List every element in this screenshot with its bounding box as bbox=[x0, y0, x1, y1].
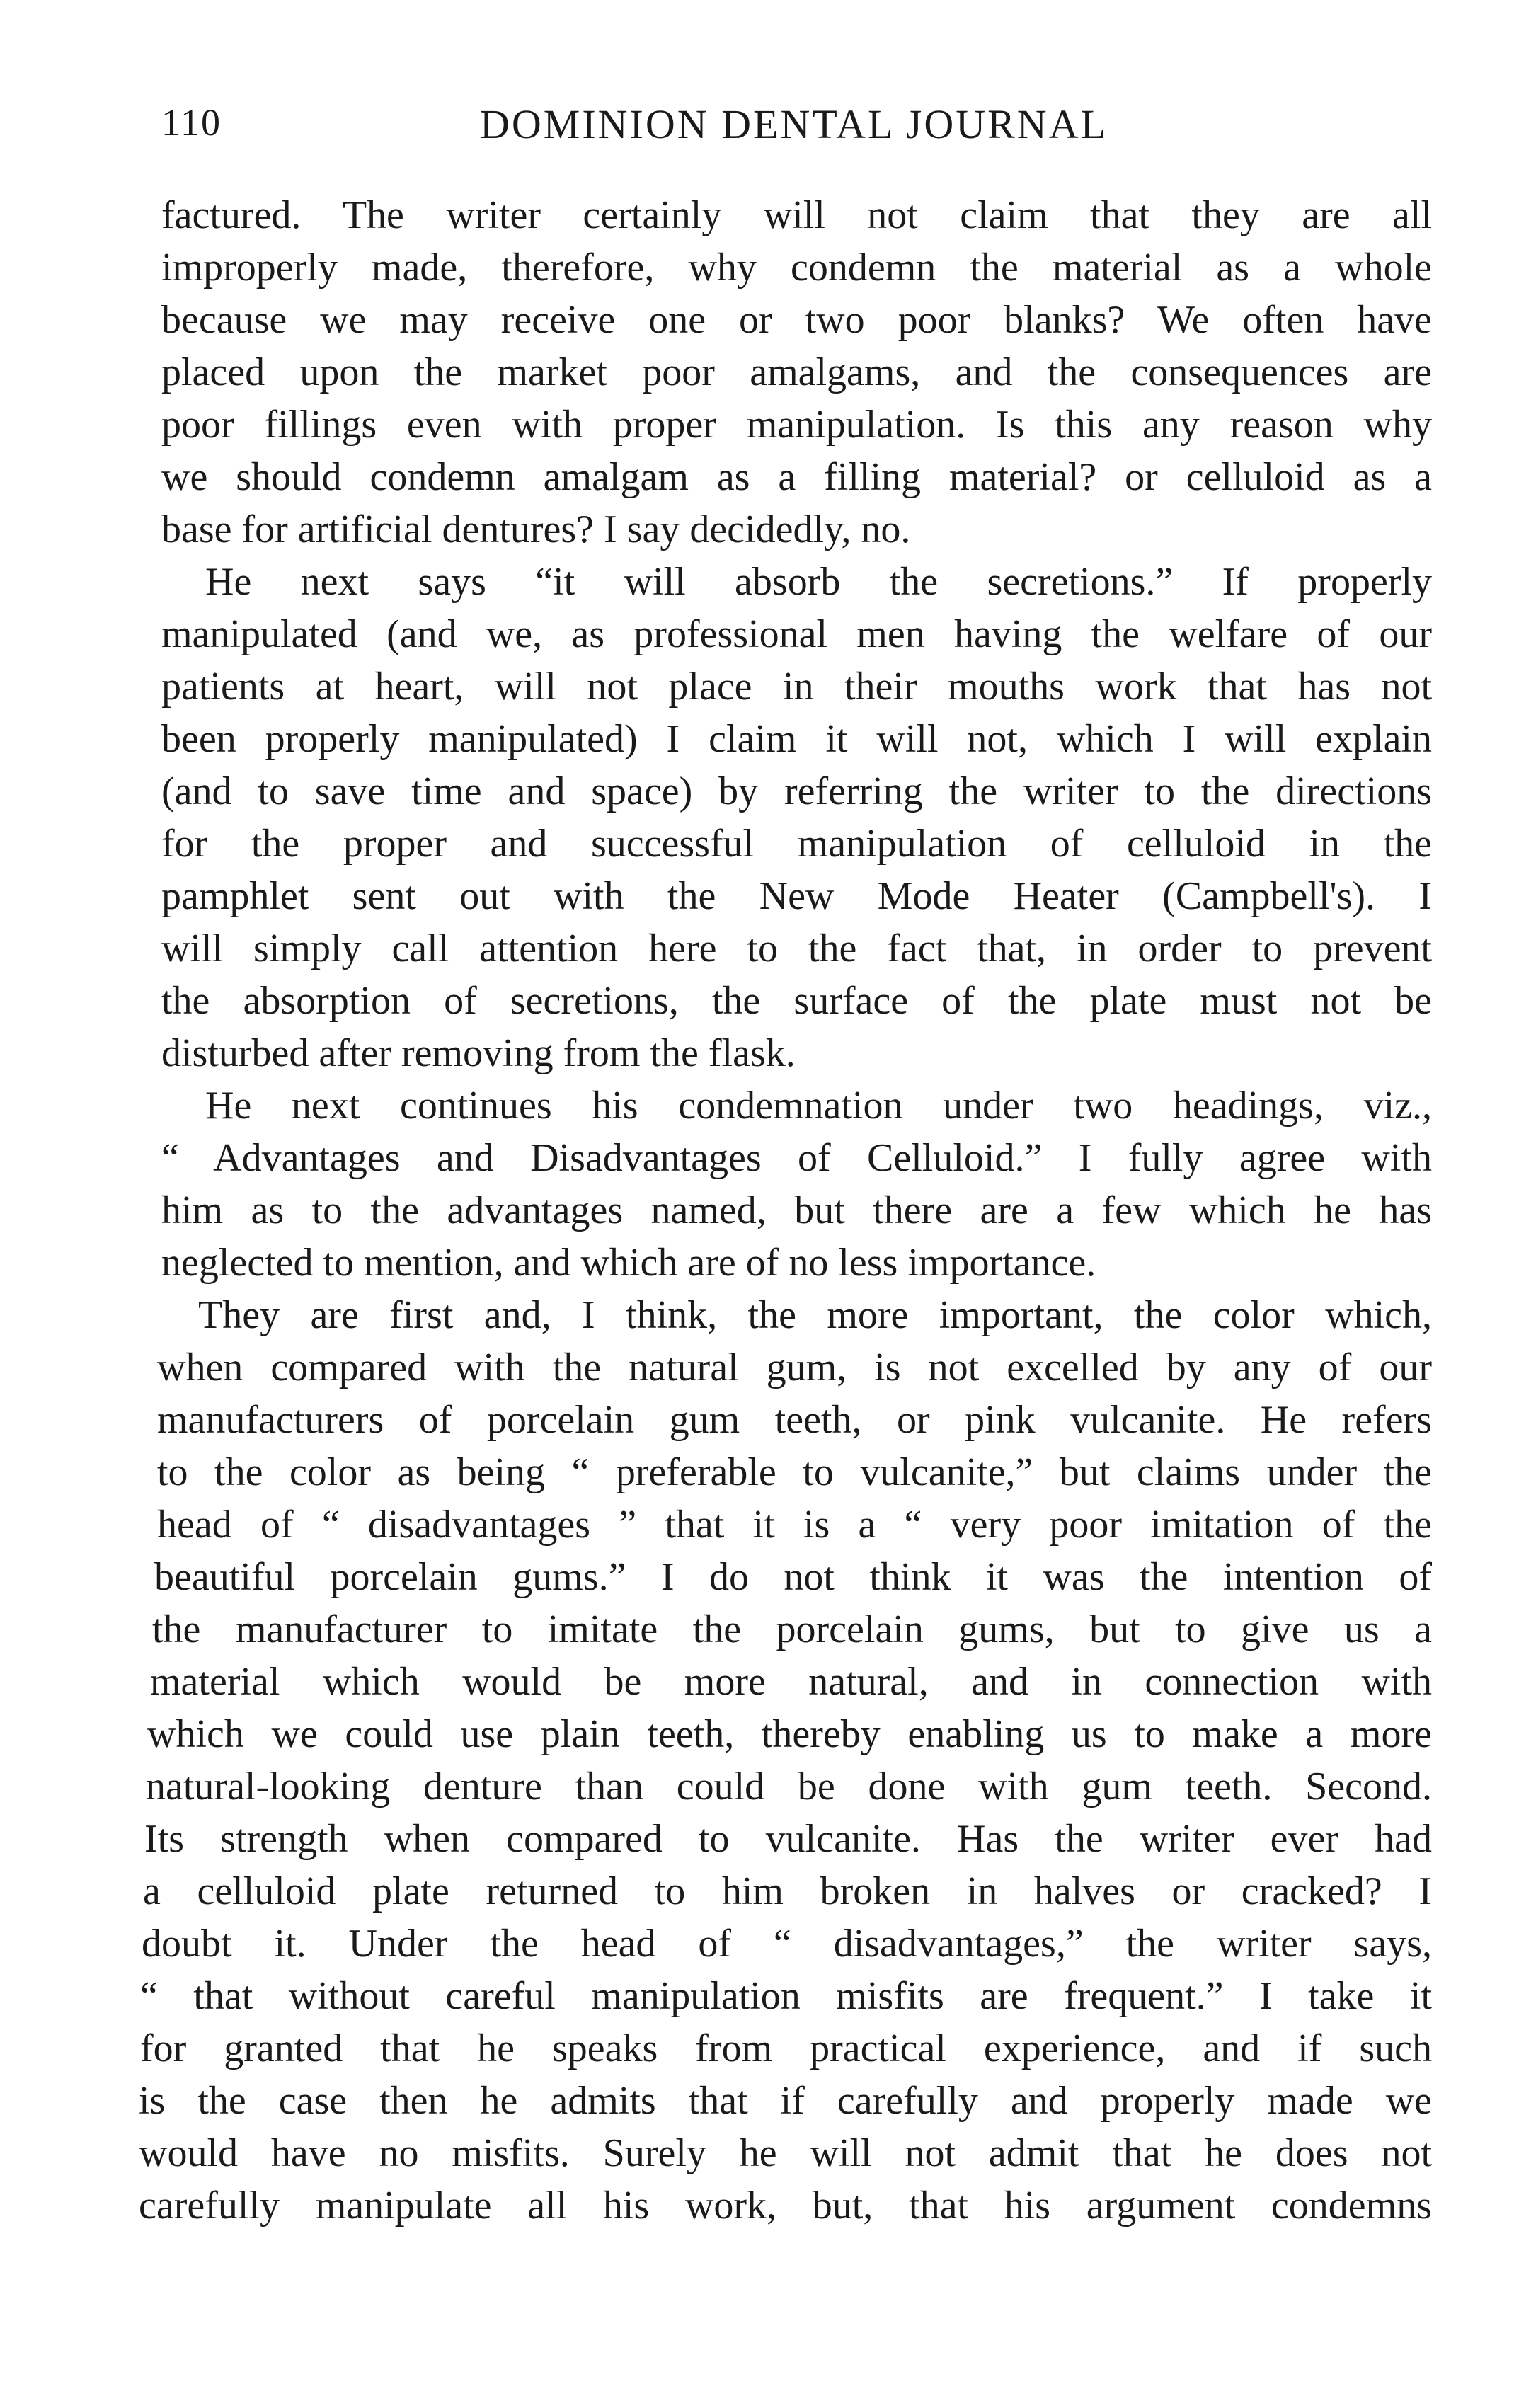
text-line: will simply call attention here to the fact that, in order to prevent bbox=[161, 927, 1432, 970]
text-line: which we could use plain teeth, thereby enabling us to make a more bbox=[147, 1712, 1432, 1756]
text-line: poor fillings even with proper manipulation. Is this any reason why bbox=[161, 403, 1432, 447]
text-line: “ Advantages and Disadvantages of Celluloid.” I fully agree with bbox=[161, 1136, 1432, 1180]
text-line: carefully manipulate all his work, but, that his argument condemns bbox=[139, 2184, 1432, 2228]
text-line: He next says “it will absorb the secretions.” If properly bbox=[205, 560, 1432, 604]
text-line: for the proper and successful manipulation of celluloid in the bbox=[161, 822, 1432, 866]
text-line: patients at heart, will not place in their mouths work that has not bbox=[161, 665, 1432, 709]
text-line: him as to the advantages named, but there are a few which he has bbox=[161, 1188, 1432, 1232]
text-line: manufacturers of porcelain gum teeth, or pink vulcanite. He refers bbox=[157, 1398, 1432, 1442]
text-line: improperly made, therefore, why condemn the material as a whole bbox=[161, 246, 1432, 289]
page-header bbox=[161, 101, 1435, 157]
text-line: when compared with the natural gum, is not excelled by any of our bbox=[157, 1346, 1432, 1389]
text-line: They are first and, I think, the more important, the color which, bbox=[198, 1293, 1432, 1337]
text-line: because we may receive one or two poor blanks? We often have bbox=[161, 298, 1432, 342]
text-line: we should condemn amalgam as a filling material? or celluloid as a bbox=[161, 455, 1432, 499]
page-number: 110 bbox=[161, 101, 222, 144]
text-line: placed upon the market poor amalgams, and the consequences are bbox=[161, 350, 1432, 394]
text-line: is the case then he admits that if carefully and properly made we bbox=[139, 2079, 1432, 2123]
text-line: He next continues his condemnation under two headings, viz., bbox=[205, 1084, 1432, 1128]
text-line: manipulated (and we, as professional men having the welfare of our bbox=[161, 612, 1432, 656]
text-line: would have no misfits. Surely he will not admit that he does not bbox=[139, 2131, 1432, 2175]
text-line: material which would be more natural, and in connection with bbox=[150, 1660, 1432, 1704]
text-line: to the color as being “ preferable to vulcanite,” but claims under the bbox=[157, 1450, 1432, 1494]
text-line: the absorption of secretions, the surface of the plate must not be bbox=[161, 979, 1432, 1023]
text-line: a celluloid plate returned to him broken in halves or cracked? I bbox=[143, 1869, 1432, 1913]
text-line: for granted that he speaks from practical experience, and if such bbox=[140, 2026, 1432, 2070]
text-line: the manufacturer to imitate the porcelain gums, but to give us a bbox=[152, 1607, 1432, 1651]
text-line: natural-looking denture than could be done with gum teeth. Second. bbox=[146, 1765, 1432, 1808]
text-line: beautiful porcelain gums.” I do not think it was the intention of bbox=[154, 1555, 1432, 1599]
text-line: “ that without careful manipulation misfits are frequent.” I take it bbox=[140, 1974, 1432, 2018]
text-line: (and to save time and space) by referring the writer to the directions bbox=[161, 769, 1432, 813]
text-line: Its strength when compared to vulcanite. Has the writer ever had bbox=[144, 1817, 1432, 1861]
text-line: base for artificial dentures? I say decidedly, no. bbox=[161, 508, 911, 551]
text-line: pamphlet sent out with the New Mode Heater (Campbell's). I bbox=[161, 874, 1432, 918]
running-head: DOMINION DENTAL JOURNAL bbox=[480, 101, 1108, 147]
text-line: head of “ disadvantages ” that it is a “ very poor imitation of the bbox=[157, 1503, 1432, 1547]
text-line: neglected to mention, and which are of no less importance. bbox=[161, 1241, 1096, 1285]
text-line: factured. The writer certainly will not claim that they are all bbox=[161, 193, 1432, 237]
text-line: been properly manipulated) I claim it will not, which I will explain bbox=[161, 717, 1432, 761]
text-line: disturbed after removing from the flask. bbox=[161, 1031, 796, 1075]
text-line: doubt it. Under the head of “ disadvantages,” the writer says, bbox=[142, 1922, 1432, 1966]
